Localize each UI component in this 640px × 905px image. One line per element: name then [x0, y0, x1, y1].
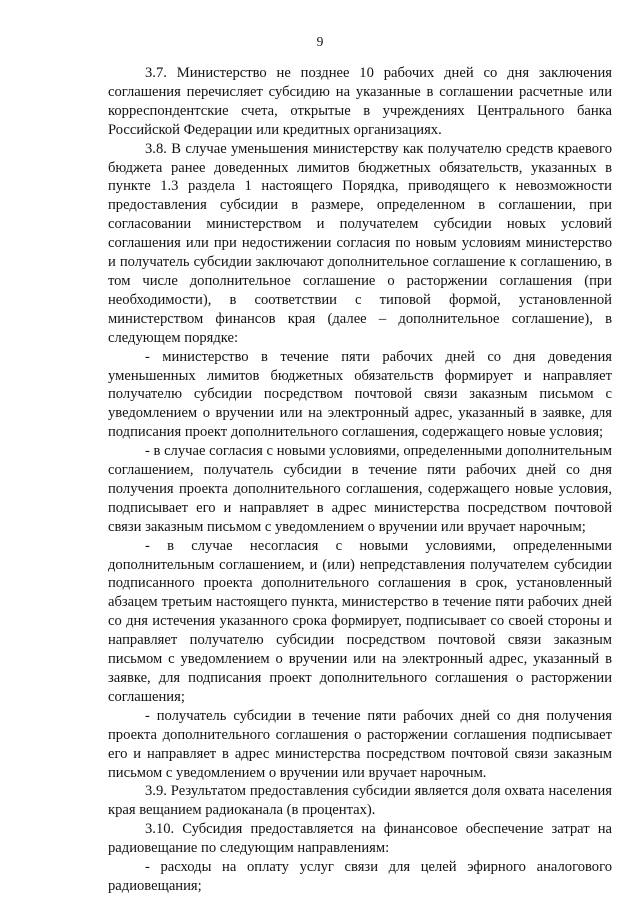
paragraph-3-7: 3.7. Министерство не позднее 10 рабочих дней со дня заключения соглашения перечисляет субсидию на указанные в соглашении расчетные или корреспондентские счета, открытые в учреждениях Центрального банка Российской Федерации или кредитных организациях. — [108, 65, 612, 138]
paragraph-3-10: 3.10. Субсидия предоставляется на финансовое обеспечение затрат на радиовещание по следующим направлениям: — [108, 821, 612, 857]
paragraph-3-8: 3.8. В случае уменьшения министерству как получателю средств краевого бюджета ранее доведенных лимитов бюджетных обязательств, указанных в пункте 1.3 раздела 1 настоящего Порядка, приводящего к невозможности предоставления субсидии в размере, определенном в соглашении, при согласовании министерством и получателем субсидии новых условий соглашения или при недостижении согласия по новым условиям министерство и получатель субсидии заключают дополнительное соглашение к соглашению, в том числе дополнительное соглашение о расторжении соглашения (при необходимости), в соответствии с типовой формой, установленной министерством финансов края (далее – дополнительное соглашение), в следующем порядке: — [108, 140, 612, 346]
page-number: 9 — [316, 34, 324, 49]
list-item-ministry-sends-draft: - министерство в течение пяти рабочих дней со дня доведения уменьшенных лимитов бюджетных обязательств формирует и направляет получателю субсидии посредством почтовой связи заказным письмом с уведомлением о вручении или на электронный адрес, указанный в заявке, для подписания проект дополнительного соглашения, содержащего новые условия; — [108, 348, 612, 441]
list-item-recipient-agrees: - в случае согласия с новыми условиями, определенными дополнительным соглашением, получатель субсидии в течение пяти рабочих дней со дня получения проекта дополнительного соглашения, содержащего новые условия, подписывает его и направляет в адрес министерства посредством почтовой связи заказным письмом с уведомлением о вручении или вручает нарочным; — [108, 443, 612, 535]
list-item-recipient-disagrees: - в случае несогласия с новыми условиями, определенными дополнительным соглашением, и (или) непредставления получателем субсидии подписанного проекта дополнительного соглашения в срок, установленный абзацем третьим настоящего пункта, министерство в течение пяти рабочих дней со дня истечения указанного срока формирует, подписывает со своей стороны и направляет получателю субсидии посредством почтовой связи заказным письмом с уведомлением о вручении или на электронный адрес, указанный в заявке, для подписания проект дополнительного соглашения о расторжении соглашения; — [108, 537, 612, 705]
list-item-recipient-signs-termination: - получатель субсидии в течение пяти рабочих дней со дня получения проекта дополнительного соглашения о расторжении соглашения подписывает его и направляет в адрес министерства посредством почтовой связи заказным письмом с уведомлением о вручении или вручает нарочным. — [108, 707, 612, 781]
paragraph-3-9: 3.9. Результатом предоставления субсидии является доля охвата населения края вещанием радиоканала (в процентах). — [108, 783, 612, 819]
list-item-communication-costs: - расходы на оплату услуг связи для целей эфирного аналогового радиовещания; — [108, 859, 612, 894]
document-body — [108, 64, 612, 896]
